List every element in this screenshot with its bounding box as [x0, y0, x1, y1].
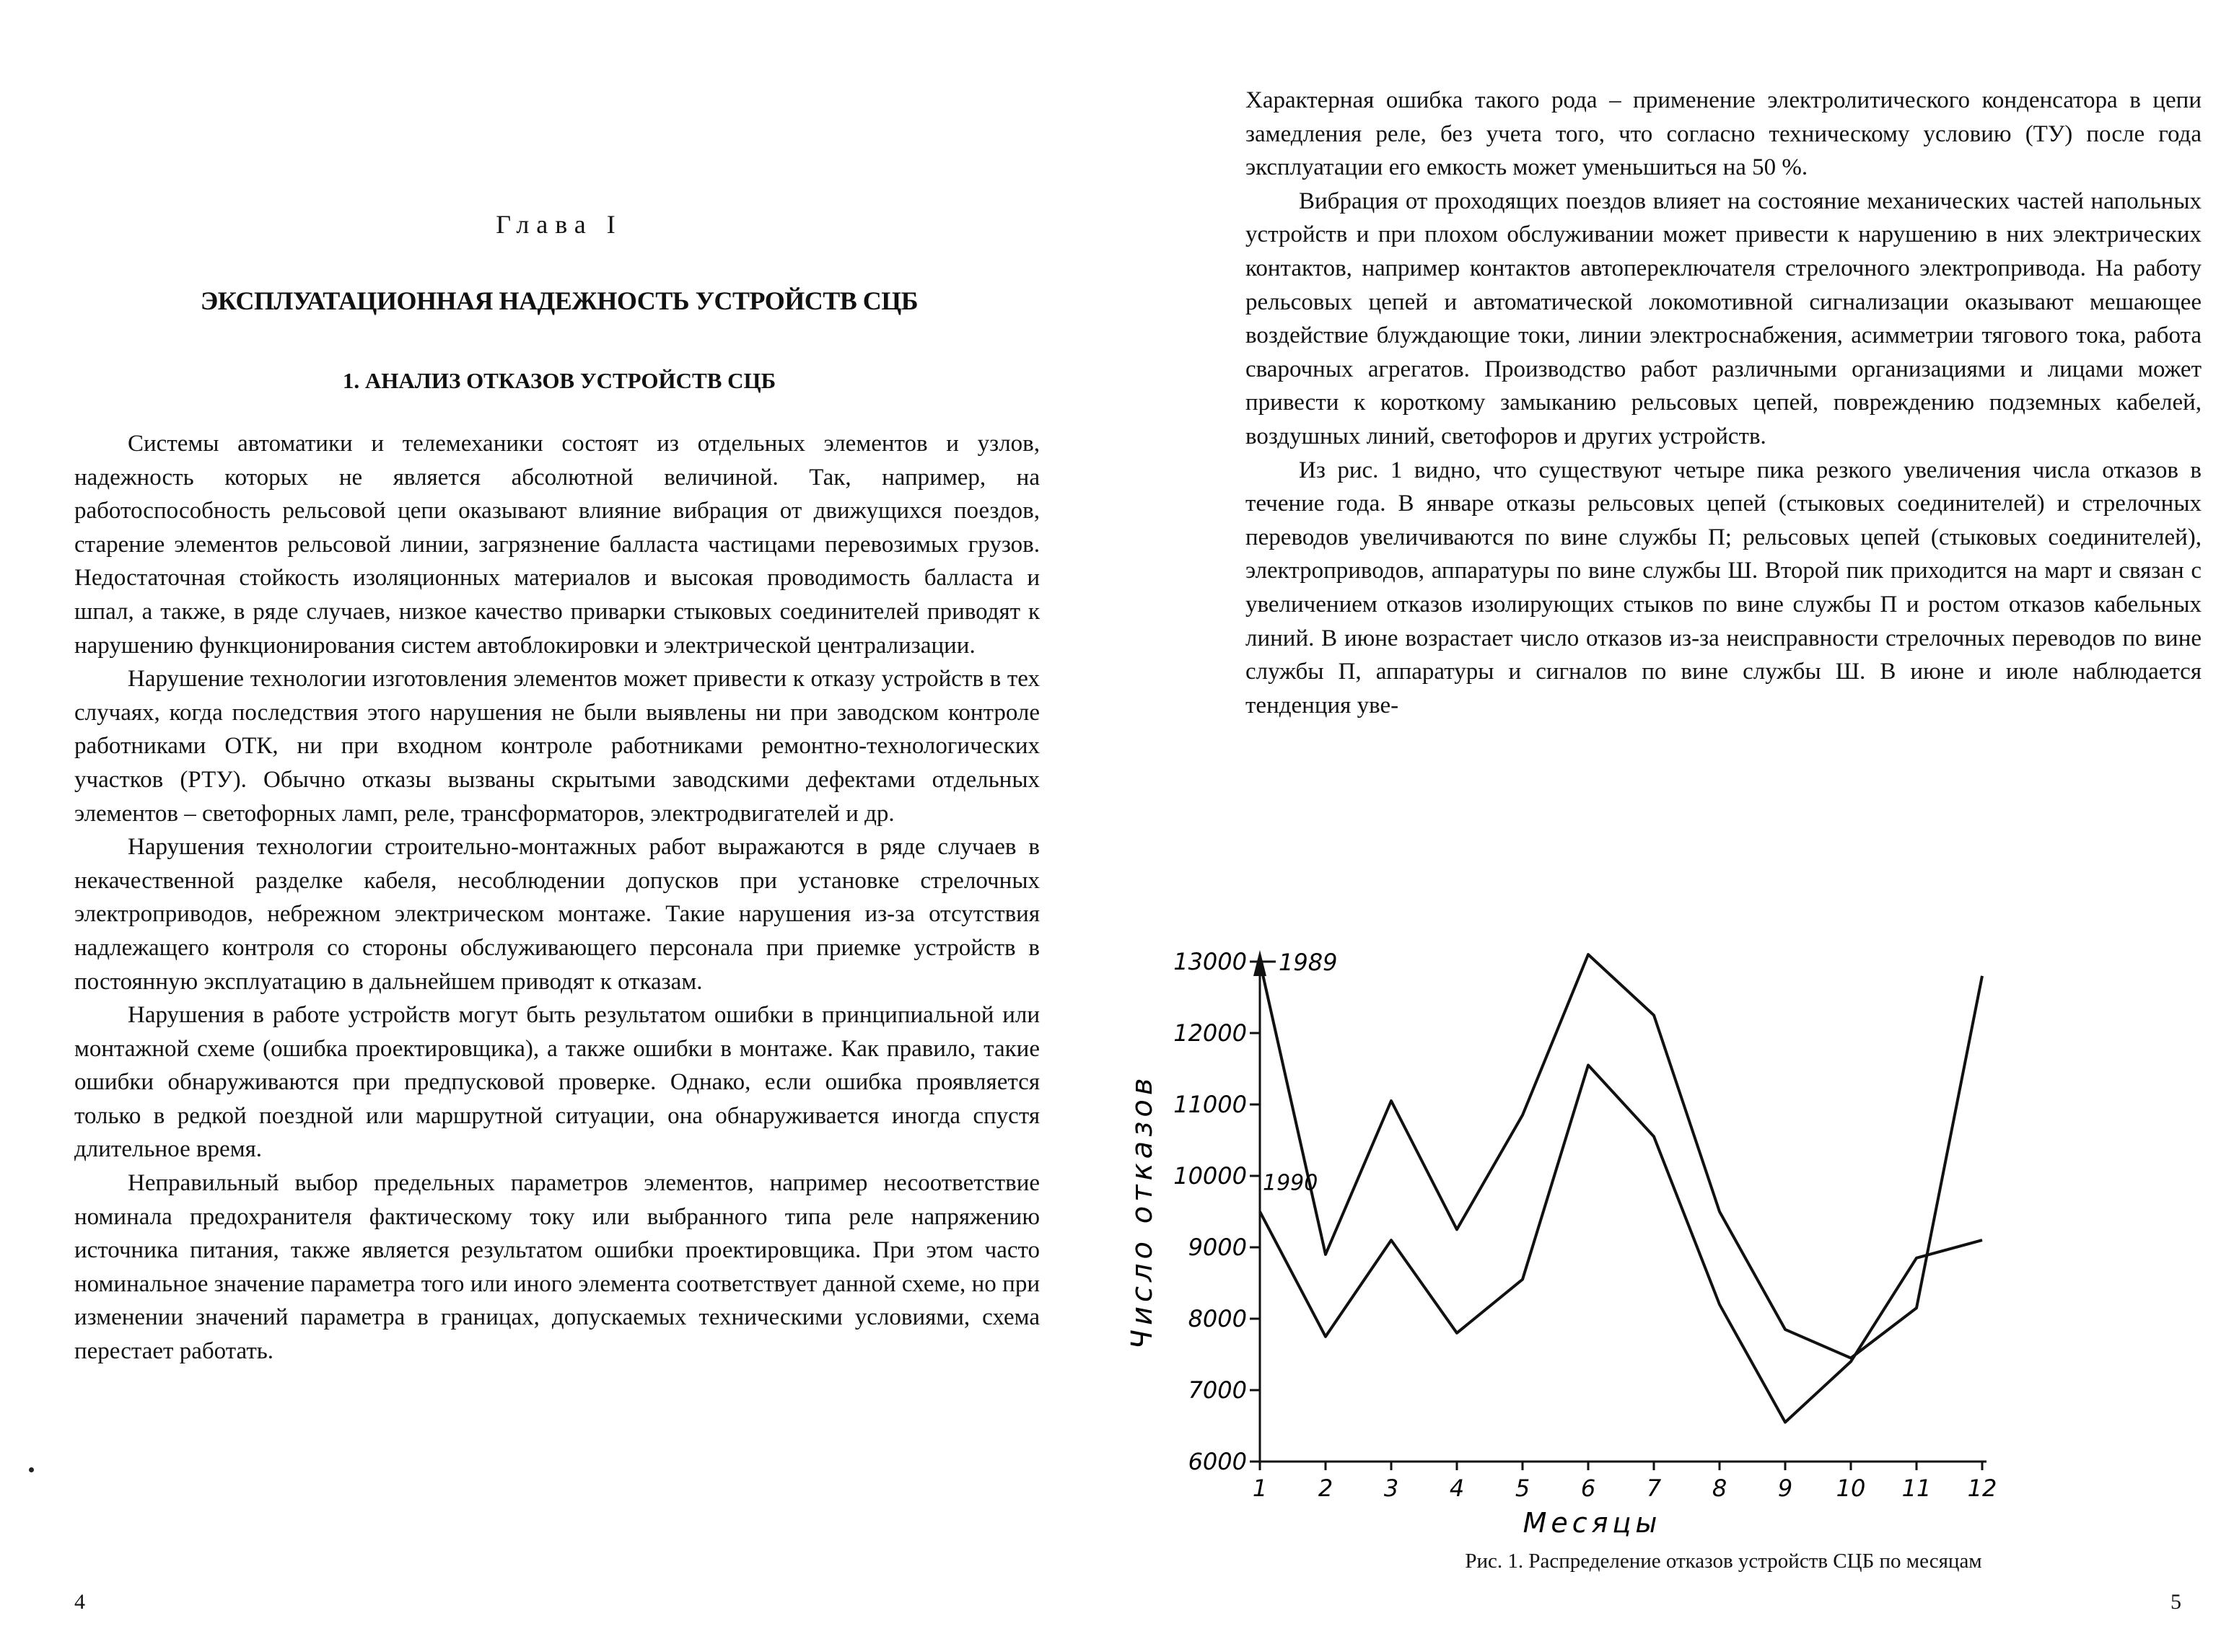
x-tick-label: 4	[1449, 1475, 1465, 1502]
x-axis-label: Месяцы	[1523, 1507, 1662, 1539]
paragraph: Нарушение технологии изготовления элементов может привести к отказу устройств в тех случаях, когда последствия этого нарушения не были выявлены ни при заводском контроле работниками ОТК, ни при входном контроле работниками ремонтно-технологических участков (РТУ). Обычно отказы вызваны скрытыми заводскими дефектами отдельных элементов – светофорных ламп, реле, трансформаторов, электродвигателей и др.	[74, 666, 1040, 827]
x-tick-label: 7	[1646, 1475, 1662, 1502]
y-tick-label: 9000	[1188, 1234, 1247, 1261]
x-axis	[1253, 1462, 1997, 1502]
y-axis-label: Число отказов	[1126, 1073, 1159, 1350]
paragraph: Нарушения в работе устройств могут быть результатом ошибки в принципиальной или монтажной схеме (ошибка проектировщика), а также ошибки в монтаже. Как правило, такие ошибки обнаруживаются при предпусковой проверке. Однако, если ошибка проявляется только в редкой поездной или маршрутной ситуации, она обнаруживается иногда спустя длительное время.	[74, 1002, 1040, 1163]
figure-caption: Рис. 1. Распределение отказов устройств СЦБ по месяцам	[1465, 1550, 1982, 1573]
paragraph: Неправильный выбор предельных параметров элементов, например несоответствие номинала предохранителя фактическому току или выбранного типа реле напряжению источника питания, также является результатом ошибки проектировщика. При этом часто номинальное значение параметра того или иного элемента соответствует данной схеме, но при изменении значений параметра в границах, допускаемых техническими условиями, схема перестает работать.	[74, 1170, 1040, 1365]
chapter-label: Глава I	[496, 210, 623, 239]
y-tick-label: 7000	[1188, 1376, 1247, 1404]
paragraph-continued: Характерная ошибка такого рода – применение электролитического конденсатора в цепи замедления реле, без учета того, что согласно техническому условию (ТУ) после года эксплуатации его емкость может уменьшиться на 50 %.	[1245, 87, 2202, 181]
paragraph: Из рис. 1 видно, что существуют четыре пика резкого увеличения числа отказов в течение года. В январе отказы рельсовых цепей (стыковых соединителей) и стрелочных переводов увеличиваются по вине службы П; рельсовых цепей (стыковых соединителей), электроприводов, аппаратуры по вине службы Ш. Второй пик приходится на март и связан с увеличением отказов изолирующих стыков по вине службы П и ростом отказов кабельных линий. В июне возрастает число отказов из-за неисправности стрелочных переводов по вине службы П, аппаратуры и сигналов по вине службы Ш. В июне и июле наблюдается тенденция уве-	[1245, 457, 2202, 719]
paragraph: Вибрация от проходящих поездов влияет на состояние механических частей напольных устройств и при плохом обслуживании может привести к нарушению в них электрических контактов, например контактов автопереключателя стрелочного электропривода. На работу рельсовых цепей и автоматической локомотивной сигнализации оказывают мешающее воздействие блуждающие токи, линии электроснабжения, асимметрии тягового тока, работа сварочных агрегатов. Производство работ различными организациями и лицами может привести к короткому замыканию рельсовых цепей, повреждению подземных кабелей, воздушных линий, светофоров и других устройств.	[1245, 188, 2202, 449]
series-line-1989	[1260, 954, 1982, 1358]
page-number-right: 5	[2171, 1590, 2181, 1614]
right-body-text	[1245, 84, 2202, 722]
x-tick-label: 8	[1712, 1475, 1727, 1502]
right-page	[1117, 0, 2234, 1652]
x-tick-label: 1	[1252, 1475, 1268, 1502]
series-line-1990	[1260, 1066, 1982, 1423]
y-tick-label: 8000	[1188, 1305, 1247, 1332]
left-body-text	[74, 427, 1040, 1368]
y-tick-label: 6000	[1188, 1448, 1247, 1475]
series-label-1990: 1990	[1263, 1170, 1318, 1196]
x-tick-label: 10	[1836, 1475, 1866, 1502]
y-tick-label: 11000	[1173, 1091, 1247, 1118]
series-label-1989: 1989	[1279, 949, 1338, 976]
y-axis	[1173, 948, 1266, 1475]
x-tick-label: 11	[1901, 1475, 1932, 1502]
x-tick-label: 3	[1383, 1475, 1399, 1502]
failures-chart	[1126, 927, 2221, 1547]
section-title: 1. АНАЛИЗ ОТКАЗОВ УСТРОЙСТВ СЦБ	[342, 368, 776, 393]
chapter-title: ЭКСПЛУАТАЦИОННАЯ НАДЕЖНОСТЬ УСТРОЙСТВ СЦБ	[200, 286, 919, 315]
x-tick-label: 6	[1580, 1475, 1596, 1502]
x-tick-label: 12	[1967, 1475, 1997, 1502]
y-tick-label: 10000	[1173, 1162, 1247, 1190]
paragraph: Системы автоматики и телемеханики состоят из отдельных элементов и узлов, надежность которых не является абсолютной величиной. Так, например, на работоспособность рельсовой цепи оказывают влияние вибрация от движущихся поездов, старение элементов рельсовой линии, загрязнение балласта частицами перевозимых грузов. Недостаточная стойкость изоляционных материалов и высокая проводимость балласта и шпал, а также, в ряде случаев, низкое качество приварки стыковых соединителей приводят к нарушению функционирования систем автоблокировки и электрической централизации.	[74, 431, 1040, 659]
paragraph: Нарушения технологии строительно-монтажных работ выражаются в ряде случаев в некачественной разделке кабеля, несоблюдении допусков при установке стрелочных электроприводов, небрежном электрическом монтаже. Такие нарушения из-за отсутствия надлежащего контроля со стороны обслуживающего персонала при приемке устройств в постоянную эксплуатацию в дальнейшем приводят к отказам.	[74, 834, 1040, 995]
page-number-left: 4	[74, 1590, 85, 1614]
x-tick-label: 2	[1318, 1475, 1333, 1502]
scan-speck	[29, 1467, 34, 1472]
y-tick-label: 12000	[1173, 1019, 1247, 1047]
y-tick-label: 13000	[1173, 948, 1247, 975]
x-tick-label: 9	[1777, 1475, 1793, 1502]
series-lines	[1260, 954, 1982, 1422]
x-tick-label: 5	[1515, 1475, 1530, 1502]
